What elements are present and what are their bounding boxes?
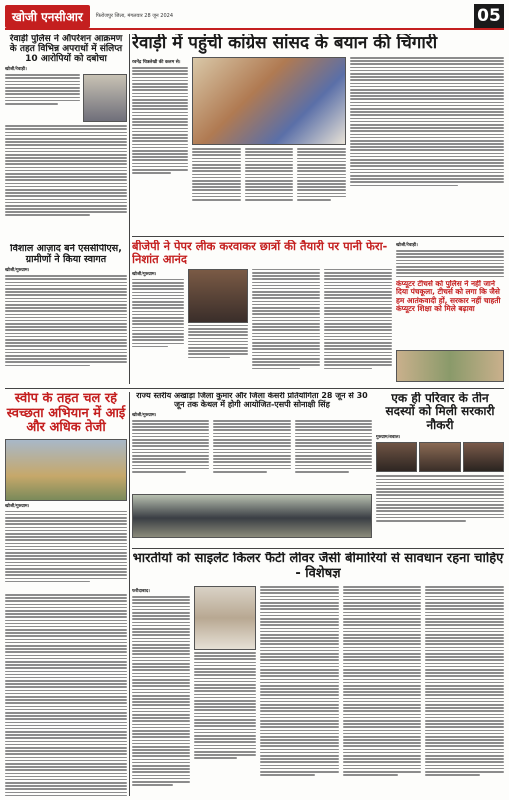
section-rule xyxy=(132,236,504,237)
story-bjp xyxy=(132,240,392,388)
family-byline: गुरुग्राम/बवाल। xyxy=(376,435,401,441)
lead-headline: रेवाड़ी में पहुंची कांग्रेस सांसद के बयान की चिंगारी xyxy=(132,34,438,53)
story-swachh xyxy=(5,392,127,592)
section-rule xyxy=(132,548,504,549)
nishant-anand-photo xyxy=(188,269,248,323)
cctv-headline: कंप्यूटर टीचर्स को पुलिस ने नहीं जाने दिया पंचकूला, टीचर्स को लगा कि जैसे हम आतंकवादी हों, सरकार नहीं चाहती कंप्यूटर शिक्षा को मिले बढ़ावा xyxy=(396,280,501,313)
column-rule xyxy=(129,392,130,796)
swachh-byline: खोजी/गुरुग्राम। xyxy=(5,503,30,509)
story-kabaddi xyxy=(132,392,372,544)
cctv-body xyxy=(396,350,504,384)
ssi-headline: विशाल आज़ाद बने एससीपीएस, ग्रामीणों ने किया स्वागत xyxy=(10,244,122,265)
police-text-intro xyxy=(5,74,80,122)
bjp-headline: बीजेपी ने पेपर लीक करवाकर छात्रों की तैयारी पर पानी फेरा-निशांत आनंद xyxy=(132,240,388,266)
lead-text-col-1 xyxy=(132,67,188,174)
cctv-byline: खोजी/रेवाड़ी। xyxy=(396,243,418,248)
family-headline: एक ही परिवार के तीन सदस्यों को मिली सरकारी नौकरी xyxy=(385,392,495,432)
story-cctv xyxy=(396,280,504,360)
lead-byline: रवनेंद्र चित्रलेखी की कलम से। xyxy=(132,60,181,66)
story-family xyxy=(376,392,504,544)
liver-headline: भारतीयों को साइलेंट किलर फैटी लीवर जैसी बीमारियों से सावधान रहना चाहिए - विशेषज्ञ xyxy=(132,552,504,581)
police-body-text xyxy=(5,125,127,242)
kabaddi-text-cols xyxy=(132,420,372,490)
police-headline: रेवाड़ी पुलिस ने ऑपरेशन आक्रमण के तहत विभिन्न अपराधों में संलिप्त 10 आरोपियों को दबोचा xyxy=(9,34,123,65)
cleanliness-drive-photo xyxy=(5,439,127,501)
family-member-photo xyxy=(419,442,460,472)
liver-byline: फरीदाबाद। xyxy=(132,589,150,595)
swachh-text xyxy=(5,511,127,583)
cctv-lead-text xyxy=(396,240,504,278)
lead-text-col-right xyxy=(350,57,504,219)
kabaddi-group-photo xyxy=(132,494,372,538)
kabaddi-byline: खोजी/गुरुग्राम। xyxy=(132,412,157,418)
section-rule xyxy=(5,388,504,389)
ssi-text-cols xyxy=(5,275,127,375)
liver-text-cols xyxy=(260,586,504,786)
masthead xyxy=(5,4,504,30)
kabaddi-headline: राज्य स्तरीय अखाड़ा जिला कुमार और जिला केसरी प्रतियोगिता 28 जून से 30 जून तक केथल में होगी आयोजित-एसपी सोनाक्षी सिंह xyxy=(136,392,368,409)
page-number: 05 xyxy=(474,4,504,28)
story-lead xyxy=(132,34,504,234)
column-rule xyxy=(129,34,130,384)
story-ssi xyxy=(5,244,127,384)
ssi-byline: खोजी/गुरुग्राम। xyxy=(5,268,30,274)
family-member-photo xyxy=(376,442,417,472)
bjp-text-cols xyxy=(252,269,392,377)
family-text xyxy=(376,475,504,521)
police-officer-photo xyxy=(83,74,127,122)
paper-logo: खोजी एनसीआर xyxy=(5,5,90,28)
dateline: फिरोजपुर जिला, मंगलवार 28 जून 2024 xyxy=(95,13,174,19)
protest-photo xyxy=(192,57,346,145)
swachh-body xyxy=(5,594,127,796)
lead-text-cols xyxy=(192,148,346,218)
teachers-protest-photo xyxy=(396,350,504,382)
police-byline: खोजी/रेवाड़ी। xyxy=(5,67,27,73)
doctor-photo xyxy=(194,586,256,650)
family-member-photo xyxy=(463,442,504,472)
story-police xyxy=(5,34,127,242)
story-liver xyxy=(132,552,504,796)
bjp-byline: खोजी/गुरुग्राम। xyxy=(132,271,157,277)
swachh-headline: स्वीप के तहत चल रहे स्वच्छता अभियान में आई और अधिक तेजी xyxy=(6,392,126,436)
